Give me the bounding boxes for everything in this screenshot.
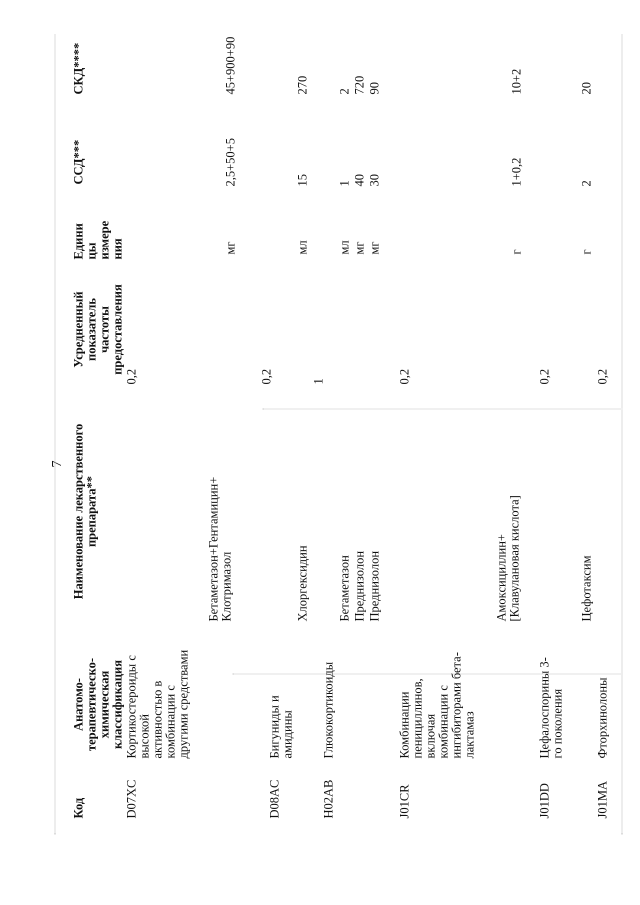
drug-skd: 270 <box>295 75 310 95</box>
drug-ssd: 15 <box>295 174 310 187</box>
table-bottom-rule <box>622 35 623 835</box>
row-frequency: 0,2 <box>397 368 412 385</box>
header-ssd: ССД*** <box>71 139 86 185</box>
row-frequency: 1 <box>311 378 326 385</box>
header-skd: СКД**** <box>71 42 86 95</box>
drug-units: мл <box>337 240 352 255</box>
row-frequency: 0,2 <box>537 368 552 385</box>
table-top-rule <box>55 35 56 835</box>
header-atc-class: Анатомо- терапевтическо- химическая классификация <box>71 658 125 752</box>
row-code: J01DD <box>537 783 552 819</box>
row-code: D07XC <box>124 779 139 819</box>
drug-name: Бетаметазон <box>337 555 352 622</box>
drug-units: г <box>579 249 594 255</box>
column-divider <box>263 409 623 410</box>
drug-ssd: 1 <box>337 180 352 187</box>
drug-name: Бетаметазон+Гентамицин+ Клотримазол <box>206 476 234 622</box>
row-code: J01MA <box>595 780 610 819</box>
row-code: J01CR <box>397 784 412 819</box>
drug-ssd: 2 <box>579 180 594 187</box>
drug-table <box>1 0 640 905</box>
row-frequency: 0,2 <box>259 368 274 385</box>
row-code: D08AC <box>267 779 282 819</box>
row-code: H02AB <box>321 779 336 819</box>
drug-skd: 45+900+90 <box>223 36 238 95</box>
drug-name: Цефотаксим <box>579 555 594 622</box>
drug-ssd: 40 <box>352 174 367 187</box>
drug-skd: 10+2 <box>509 68 524 95</box>
drug-units: мг <box>223 241 238 255</box>
drug-skd: 2 <box>337 88 352 95</box>
page-number: 7 <box>50 460 65 468</box>
row-atc-class: Кортикостероиды с высокой активностью в комбинации с другими средствами <box>124 649 191 759</box>
row-atc-class: Глюкокортикоиды <box>321 661 336 759</box>
drug-name: Преднизолон <box>367 550 382 622</box>
drug-units: мг <box>352 241 367 255</box>
drug-skd: 20 <box>579 82 594 95</box>
drug-ssd: 1+0,2 <box>509 157 524 187</box>
row-atc-class: Бигуниды и амидины <box>267 695 295 759</box>
header-units: Едини цы измере ния <box>71 220 125 260</box>
drug-name: Преднизолон <box>352 550 367 622</box>
drug-name: Амоксициллин+ [Клавулановая кислота] <box>494 495 522 622</box>
drug-units: мл <box>295 240 310 255</box>
row-frequency: 0,2 <box>124 368 139 385</box>
header-code: Код <box>71 797 86 819</box>
row-atc-class: Фторхинолоны <box>595 677 610 759</box>
header-drug-name: Наименование лекарственного препарата** <box>71 423 99 600</box>
drug-units: мг <box>367 241 382 255</box>
header-frequency: Усредненный показатель частоты предоставления <box>71 284 125 375</box>
row-atc-class: Комбинации пенициллинов, включая комбинации с ингибиторами бета- лактамаз <box>397 652 477 759</box>
drug-ssd: 2,5+50+5 <box>223 138 238 187</box>
drug-ssd: 30 <box>367 174 382 187</box>
row-atc-class: Цефалоспорины 3- го поколения <box>537 657 565 759</box>
drug-name: Хлоргексидин <box>295 545 310 622</box>
drug-units: г <box>509 249 524 255</box>
drug-skd: 720 <box>352 75 367 95</box>
drug-skd: 90 <box>367 82 382 95</box>
row-frequency: 0,2 <box>595 368 610 385</box>
